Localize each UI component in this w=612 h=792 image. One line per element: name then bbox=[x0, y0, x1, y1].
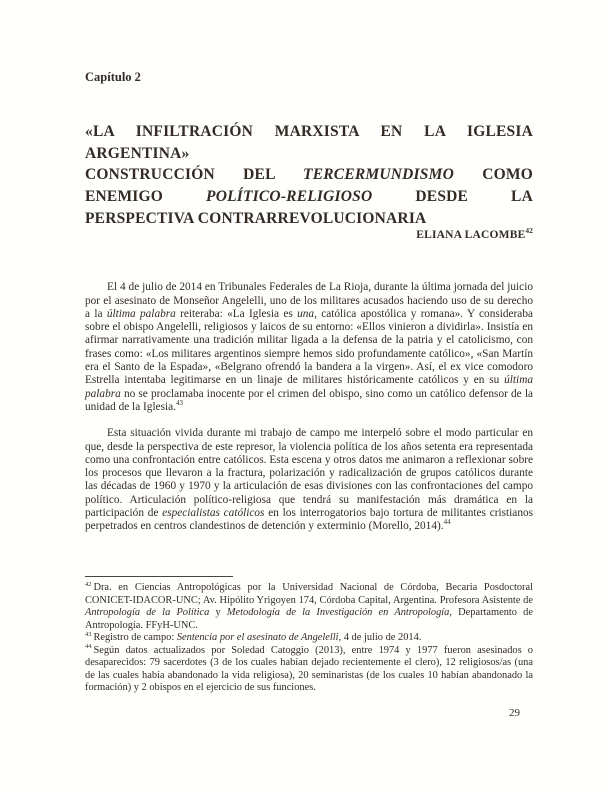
footnote-separator bbox=[85, 576, 233, 577]
title-line: «LA INFILTRACIÓN MARXISTA EN LA IGLESIA bbox=[85, 123, 533, 140]
page-number: 29 bbox=[509, 707, 520, 719]
footnote-text: Según datos actualizados por Soledad Catoggio (2013), entre 1974 y 1977 fueron asesinados o desaparecidos: 79 sacerdotes (3 de los cuales habían dejado recientemente el clero), 12 religiosos/as (una de las cuales había abandonado la vida religiosa), 20 seminaristas (de los cuales 10 habían abandonado la formación) y 2 obispos en el ejercicio de sus funciones. bbox=[85, 644, 533, 693]
footnote-marker: 44 bbox=[85, 643, 92, 651]
chapter-label: Capítulo 2 bbox=[85, 70, 141, 84]
body-paragraph: Esta situación vivida durante mi trabajo de campo me interpeló sobre el modo particular en que, desde la perspectiva de este represor, la violencia política de los años setenta era representada como una confrontación entre católicos. Esta escena y otros datos me animaron a reflexionar sobre los procesos que llevaron a la fractura, polarización y radicalización de grupos católicos durante las décadas de 1960 y 1970 y la articulación de esas divisiones con las confrontaciones del campo político. Articulación político-religiosa que tendrá su manifestación más dramática en la participación de especialistas católicos en los interrogatorios bajo tortura de militantes cristianos perpetrados en centros clandestinos de detención y exterminio (Morello, 2014).$^{44}$ bbox=[85, 427, 534, 533]
footnote-marker: 42 bbox=[85, 580, 92, 588]
footnote-text: Dra. en Ciencias Antropológicas por la Universidad Nacional de Córdoba, Becaria Posdoctoral CONICET-IDACOR-UNC; Av. Hipólito Yrigoyen 174, Córdoba Capital, Argentina. Profesora Asistente de Antropología de la Política y Metodología de la Investigación en Antropología, Departamento de Antropología. FFyH-UNC. bbox=[85, 582, 533, 631]
body-paragraph: El 4 de julio de 2014 en Tribunales Federales de La Rioja, durante la última jornada del juicio por el asesinato de Monseñor Angelelli, uno de los militares acusados haciendo uso de su derecho a la última palabra reiteraba: «La Iglesia es una, católica apostólica y romana». Y consideraba sobre el obispo Angelelli, religiosos y laicos de su entorno: «Ellos vinieron a dividirla». Insistía en afirmar narrativamente una tradición militar ligada a la defensa de la patria y el catolicismo, con frases como: «Los militares argentinos siempre hemos sido profundamente católico», «San Martín era el Santo de la Espada», «Belgrano ofrendó la bandera a la virgen». Así, el ex vice comodoro Estrella intentaba legitimarse en un linaje de militares históricamente católicos y en su última palabra no se proclamaba inocente por el crimen del obispo, sino como un católico defensor de la unidad de la Iglesia.$^{43}$ bbox=[85, 281, 533, 413]
footnote bbox=[85, 645, 533, 695]
author-footnote-ref: 42 bbox=[525, 227, 533, 236]
title-line: CONSTRUCCIÓN DEL TERCERMUNDISMO COMO bbox=[85, 166, 533, 184]
author-name: ELIANA LACOMBE bbox=[416, 229, 526, 241]
footnote-text: Registro de campo: Sentencia por el asesinato de Angelelli, 4 de julio de 2014. bbox=[93, 632, 422, 643]
author-line bbox=[85, 229, 533, 241]
title-line: ENEMIGO POLÍTICO-RELIGIOSO DESDE LA bbox=[85, 188, 533, 206]
footnote-marker: 43 bbox=[85, 630, 92, 638]
footnote bbox=[85, 582, 533, 632]
title-line: ARGENTINA» bbox=[85, 144, 190, 162]
footnotes-block bbox=[85, 582, 533, 695]
title-line: PERSPECTIVA CONTRARREVOLUCIONARIA bbox=[85, 209, 427, 227]
footnote bbox=[85, 632, 533, 645]
chapter-title bbox=[85, 121, 533, 230]
